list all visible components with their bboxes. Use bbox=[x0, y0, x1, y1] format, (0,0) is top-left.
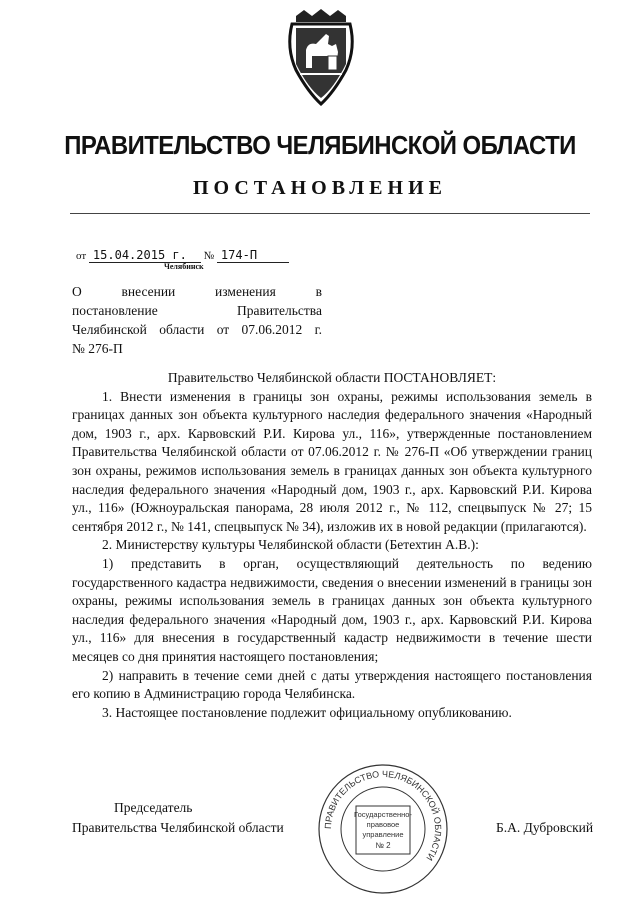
stamp-inner-line: управление bbox=[362, 830, 404, 839]
subject-line: О внесении изменения в bbox=[72, 284, 322, 299]
document-body bbox=[72, 369, 592, 722]
subject-line: постановление Правительства bbox=[72, 303, 322, 318]
intro-paragraph: Правительство Челябинской области ПОСТАНОВЛЯЕТ: bbox=[167, 370, 497, 385]
from-label: от bbox=[76, 250, 87, 262]
subject-line: Челябинской области от 07.06.2012 г. bbox=[72, 322, 322, 337]
city: Челябинск bbox=[164, 262, 204, 271]
stamp-inner-line: Государственно- bbox=[354, 810, 412, 819]
stamp-inner-line: № 2 bbox=[375, 841, 391, 850]
paragraph-3: 3. Настоящее постановление подлежит официальному опубликованию. bbox=[102, 704, 512, 720]
official-stamp bbox=[316, 762, 450, 896]
document-number: 174-П bbox=[217, 248, 289, 263]
paragraph-1: 1. Внести изменения в границы зон охраны, режимы использования земель в границах данных зон объекта культурного наследия федерального значения «Народный дом, 1903 г., арх. Карвовский Р.И. Кирова ул., 116», утвержденные постановлением Правительства Челябинской области от 07.06.2012 г. № 276-П «Об утверждении границ зон охраны, режимов использования земель в границах данных зон объекта культурного наследия федерального значения «Народный дом, 1903 г., арх. Карвовский Р.И. Кирова ул., 116» (Южноуральская панорама, 28 июля 2012 г., № 112, спецвыпуск № 27; 15 сентября 2012 г., № 141, спецвыпуск № 34), изложив их в новой редакции (прилагаются). bbox=[72, 388, 592, 534]
coat-of-arms-icon bbox=[282, 8, 360, 108]
date-line bbox=[76, 248, 289, 263]
paragraph-2-2: 2) направить в течение семи дней с даты утверждения настоящего постановления его копию в Администрацию города Челябинска. bbox=[72, 667, 592, 702]
signer-name: Б.А. Дубровский bbox=[496, 820, 594, 835]
document-date: 15.04.2015 г. bbox=[89, 248, 201, 263]
header-divider bbox=[70, 213, 590, 214]
paragraph-2-1: 1) представить в орган, осуществляющий деятельность по ведению государственного кадастра недвижимости, сведения о внесении изменений в границы зон охраны, режимы использования земель в границах данных зон объекта культурного наследия федерального значения «Народный дом, 1903 г., арх. Карвовский Р.И. Кирова ул., 116» для внесения в государственный кадастр недвижимости в течение шести месяцев со дня принятия настоящего постановления; bbox=[72, 555, 592, 664]
stamp-inner-line: правовое bbox=[366, 820, 400, 829]
stamp-ring-text: ПРАВИТЕЛЬСТВО ЧЕЛЯБИНСКОЙ ОБЛАСТИ bbox=[322, 768, 444, 863]
signer-title-line1: Председатель bbox=[114, 800, 193, 815]
organization-title: ПРАВИТЕЛЬСТВО ЧЕЛЯБИНСКОЙ ОБЛАСТИ bbox=[64, 130, 576, 160]
document-type: ПОСТАНОВЛЕНИЕ bbox=[193, 177, 447, 199]
number-label: № bbox=[203, 250, 215, 262]
paragraph-2: 2. Министерству культуры Челябинской области (Бетехтин А.В.): bbox=[102, 537, 479, 553]
subject-block bbox=[72, 282, 322, 358]
signer-title-line2: Правительства Челябинской области bbox=[72, 820, 284, 835]
subject-line: № 276-П bbox=[72, 341, 123, 356]
